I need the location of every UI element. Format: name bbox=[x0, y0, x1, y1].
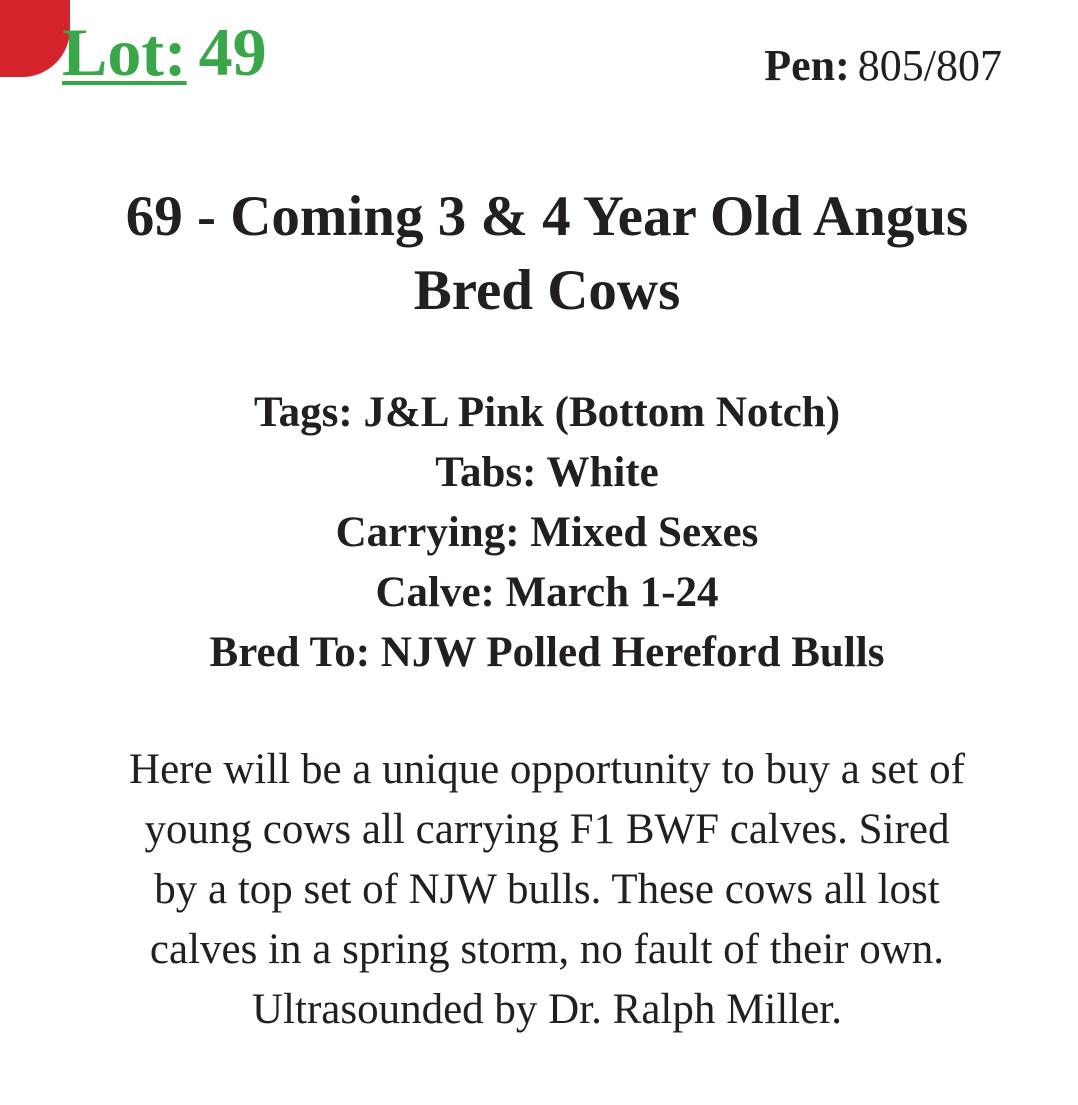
description-line: Here will be a unique opportunity to buy a set of bbox=[129, 746, 965, 793]
description-line: young cows all carrying F1 BWF calves. Sired bbox=[144, 806, 950, 853]
lot-title bbox=[0, 180, 1078, 328]
pen-value: 805/807 bbox=[857, 41, 1002, 90]
lot-title-line-2: Bred Cows bbox=[413, 259, 681, 322]
corner-tab-decoration bbox=[0, 0, 70, 77]
lot-details bbox=[0, 383, 1078, 683]
lot-title-line-1: 69 - Coming 3 & 4 Year Old Angus bbox=[125, 185, 969, 248]
tabs-detail: Tabs: White bbox=[435, 449, 659, 496]
pen-label: Pen: bbox=[764, 41, 850, 90]
pen-info bbox=[764, 41, 1002, 90]
lot-label: Lot: bbox=[62, 14, 187, 90]
description-line: by a top set of NJW bulls. These cows all lost bbox=[154, 866, 940, 913]
description-line: Ultrasounded by Dr. Ralph Miller. bbox=[252, 986, 842, 1033]
lot-description bbox=[0, 740, 1078, 1040]
lot-number: 49 bbox=[198, 14, 267, 90]
tags-detail: Tags: J&L Pink (Bottom Notch) bbox=[253, 389, 841, 436]
calve-detail: Calve: March 1-24 bbox=[375, 569, 719, 616]
lot-heading bbox=[62, 14, 267, 90]
description-line: calves in a spring storm, no fault of their own. bbox=[149, 926, 945, 973]
carrying-detail: Carrying: Mixed Sexes bbox=[335, 509, 759, 556]
bred-to-detail: Bred To: NJW Polled Hereford Bulls bbox=[209, 629, 885, 676]
